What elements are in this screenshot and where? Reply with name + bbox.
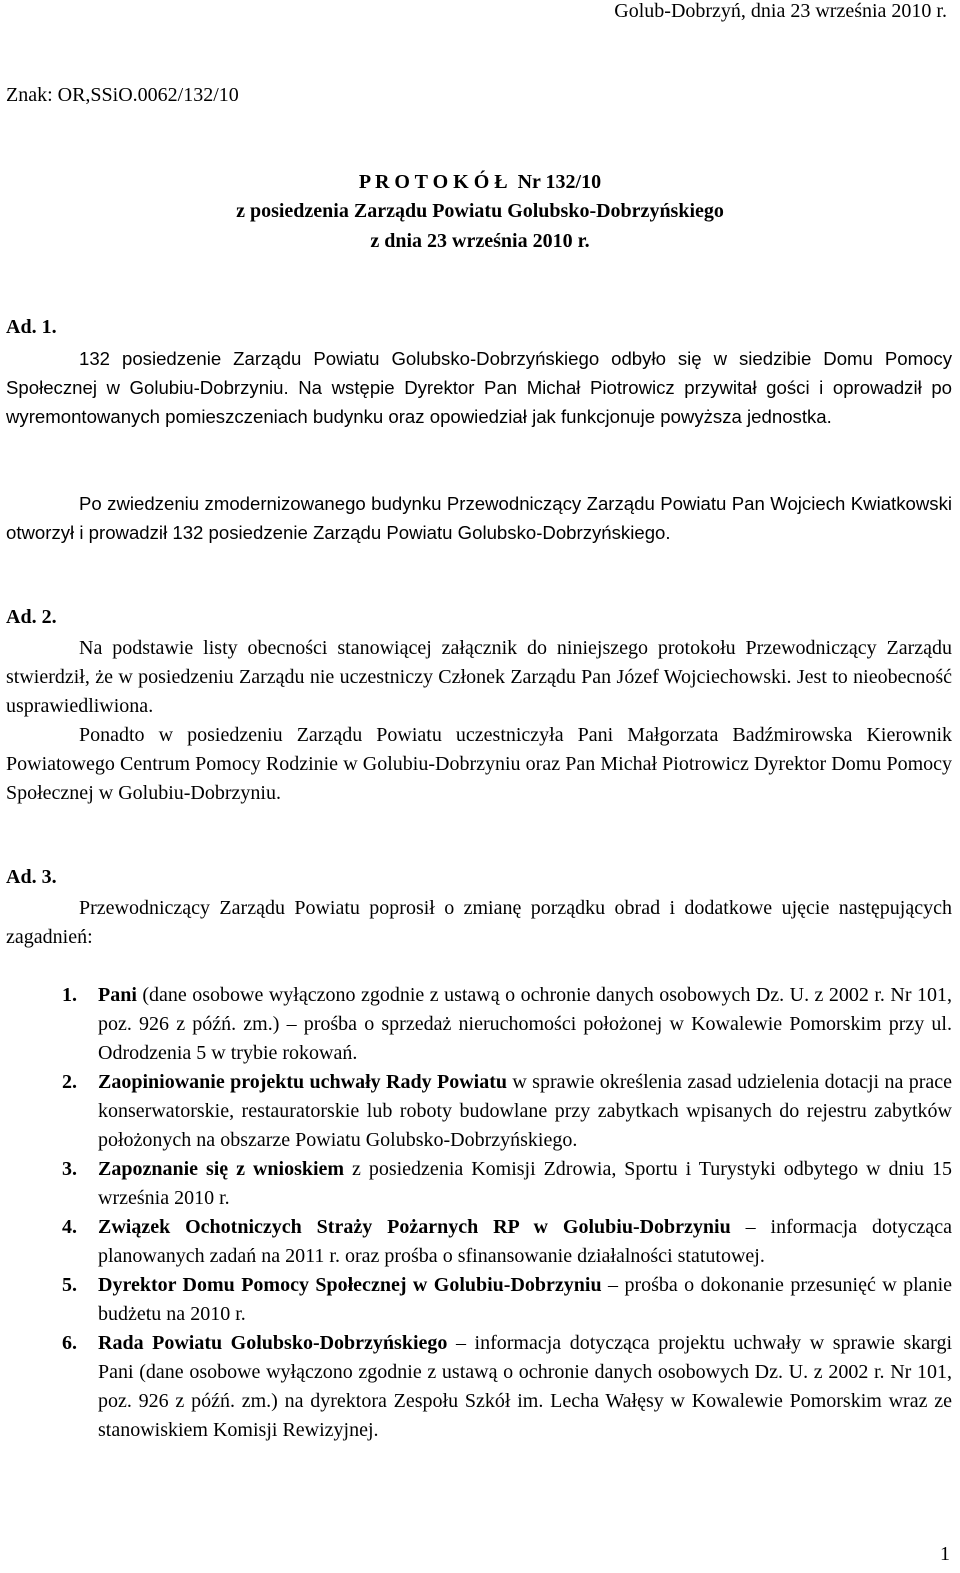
ad1-paragraph-1 [6,344,952,431]
agenda-item-title: Związek Ochotniczych Straży Pożarnych RP w Golubiu-Dobrzyniu [98,1216,731,1238]
agenda-item-number: 3. [62,1158,77,1180]
document-dateline: Golub-Dobrzyń, dnia 23 września 2010 r. [614,0,947,22]
agenda-item-number: 4. [62,1216,77,1238]
ad1-paragraph-1-text: 132 posiedzenie Zarządu Powiatu Golubsko-Dobrzyńskiego odbyło się w siedzibie Domu Pomocy Społecznej w Golubiu-Dobrzyniu. Na wstępie Dyrektor Pan Michał Piotrowicz przywitał gości i oprowadził po wyremontowanych pomieszczeniach budynku oraz opowiedział jak funkcjonuje powyższa jednostka. [6,348,952,427]
agenda-item-title: Rada Powiatu Golubsko-Dobrzyńskiego [98,1332,448,1354]
agenda-item [6,1068,952,1155]
agenda-item-title: Dyrektor Domu Pomocy Społecznej w Golubiu-Dobrzyniu [98,1274,602,1296]
document-reference-number: Znak: OR,SSiO.0062/132/10 [6,84,239,106]
ad3-heading: Ad. 3. [6,866,57,888]
ad1-heading: Ad. 1. [6,316,57,338]
agenda-item-number: 6. [62,1332,77,1354]
agenda-item [6,1329,952,1445]
agenda-item-title: Zaopiniowanie projektu uchwały Rady Powiatu [98,1071,507,1093]
agenda-item-text: z posiedzenia Komisji Zdrowia, Sportu i Turystyki odbytego w dniu 15 września 2010 r. [98,1158,952,1209]
ad1-paragraph-2 [6,489,952,547]
agenda-list [6,981,952,1445]
ad2-paragraph-2-text: Ponadto w posiedzeniu Zarządu Powiatu uczestniczyła Pani Małgorzata Badźmirowska Kierownik Powiatowego Centrum Pomocy Rodzinie w Golubiu-Dobrzyniu oraz Pan Michał Piotrowicz Dyrektor Domu Pomocy Społecznej w Golubiu-Dobrzyniu. [6,724,952,804]
ad2-paragraph-1-text: Na podstawie listy obecności stanowiącej załącznik do niniejszego protokołu Przewodniczący Zarządu stwierdził, że w posiedzeniu Zarządu nie uczestniczy Członek Zarządu Pan Józef Wojciechowski. Jest to nieobecność usprawiedliwiona. [6,637,952,717]
agenda-item-number: 2. [62,1071,77,1093]
ad2-heading: Ad. 2. [6,606,57,628]
ad3-intro-text: Przewodniczący Zarządu Powiatu poprosił o zmianę porządku obrad i dodatkowe ujęcie następujących zagadnień: [6,897,952,948]
agenda-item [6,1271,952,1329]
agenda-item-text: w sprawie określenia zasad udzielenia dotacji na prace konserwatorskie, restauratorskie lub roboty budowlane przy zabytkach wpisanych do rejestru zabytków położonych na obszarze Powiatu Golubsko-Dobrzyńskiego. [98,1071,952,1151]
ad2-paragraph-1 [6,634,952,721]
ad2-paragraph-2 [6,721,952,808]
agenda-item-number: 1. [62,984,77,1006]
agenda-item-text: (dane osobowe wyłączono zgodnie z ustawą o ochronie danych osobowych Dz. U. z 2002 r. Nr 101, poz. 926 z późń. zm.) – prośba o sprzedaż nieruchomości położonej w Kowalewie Pomorskim przy ul. Odrodzenia 5 w trybie rokowań. [98,984,952,1064]
ad1-paragraph-2-text: Po zwiedzeniu zmodernizowanego budynku Przewodniczący Zarządu Powiatu Pan Wojciech Kwiatkowski otworzył i prowadził 132 posiedzenie Zarządu Powiatu Golubsko-Dobrzyńskiego. [6,493,952,543]
agenda-item [6,1213,952,1271]
agenda-item [6,1155,952,1213]
agenda-item-text: – prośba o dokonanie przesunięć w planie budżetu na 2010 r. [98,1274,952,1325]
agenda-item-title: Zapoznanie się z wnioskiem [98,1158,345,1180]
agenda-item-text: – informacja dotycząca projektu uchwały w sprawie skargi Pani (dane osobowe wyłączono zgodnie z ustawą o ochronie danych osobowych Dz. U. z 2002 r. Nr 101, poz. 926 z późń. zm.) na dyrektora Zespołu Szkół im. Lecha Wałęsy w Kowalewie Pomorskim wraz ze stanowiskiem Komisji Rewizyjnej. [98,1332,953,1441]
agenda-item-text: – informacja dotycząca planowanych zadań na 2011 r. oraz prośba o sfinansowanie działalności statutowej. [98,1216,953,1267]
agenda-item-title: Pani [98,984,137,1006]
ad3-intro [6,894,952,952]
agenda-item [6,981,952,1068]
page-number: 1 [940,1543,950,1565]
protocol-title: P R O T O K Ó Ł Nr 132/10 [358,171,602,193]
protocol-date: z dnia 23 września 2010 r. [370,230,590,252]
protocol-subtitle: z posiedzenia Zarządu Powiatu Golubsko-Dobrzyńskiego [236,200,724,222]
agenda-item-number: 5. [62,1274,77,1296]
